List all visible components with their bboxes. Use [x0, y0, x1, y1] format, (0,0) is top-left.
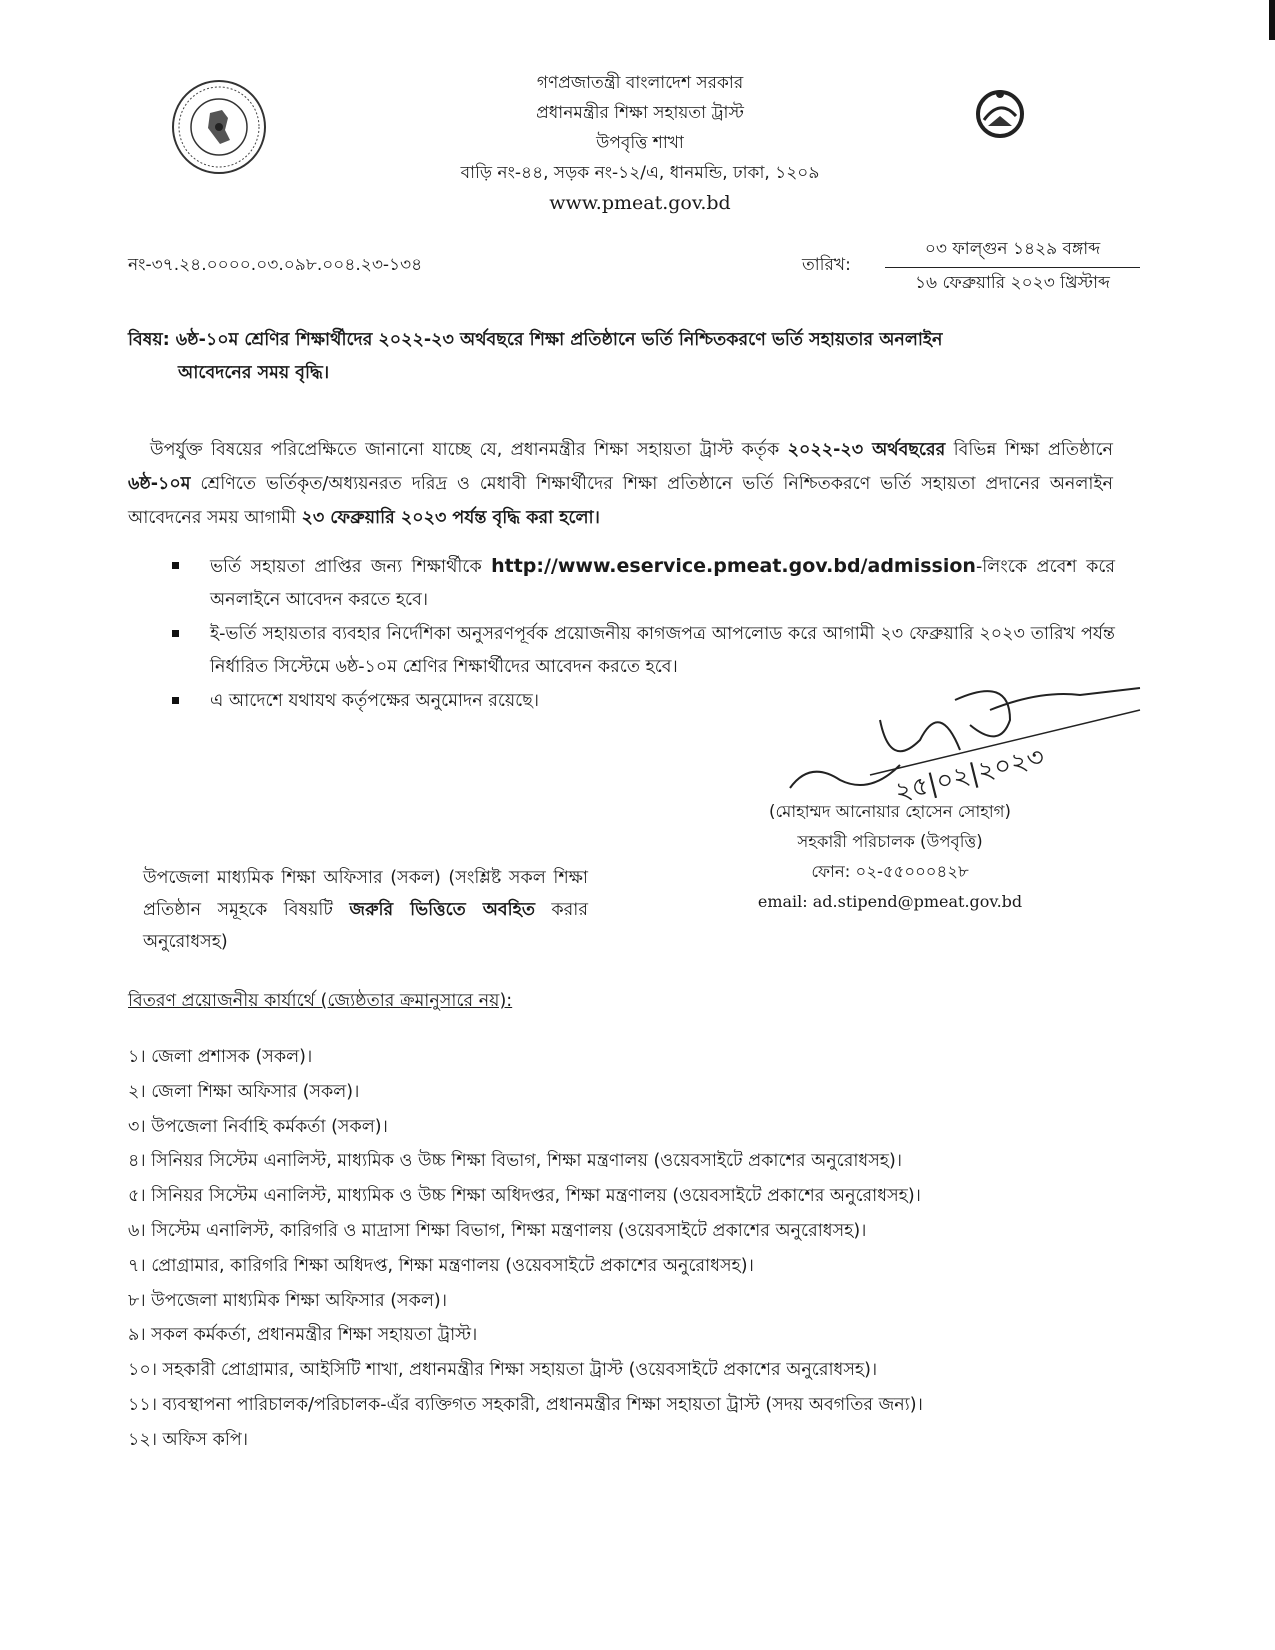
date-bangla-calendar: ০৩ ফাল্গুন ১৪২৯ বঙ্গাব্দ: [885, 236, 1140, 268]
distribution-item: ৯। সকল কর্মকর্তা, প্রধানমন্ত্রীর শিক্ষা সহায়তা ট্রাস্ট।: [128, 1325, 478, 1346]
distribution-heading: বিতরণ প্রয়োজনীয় কার্যার্থে (জ্যেষ্ঠতার ক্রমানুসারে নয়):: [128, 991, 513, 1011]
signatory-phone: ফোন: ০২-৫৫০০০৪২৮: [811, 862, 969, 881]
trust-name: প্রধানমন্ত্রীর শিক্ষা সহায়তা ট্রাস্ট: [536, 103, 744, 123]
distribution-item: ৪। সিনিয়র সিস্টেম এনালিস্ট, মাধ্যমিক ও উচ্চ শিক্ষা বিভাগ, শিক্ষা মন্ত্রণালয় (ওয়েবসাইটে প্রকাশের অনুরোধসহ)।: [128, 1151, 903, 1172]
distribution-item: ২। জেলা শিক্ষা অফিসার (সকল)।: [128, 1081, 360, 1102]
memo-date: [885, 236, 1140, 298]
bullet-text: এ আদেশে যথাযথ কর্তৃপক্ষের অনুমোদন রয়েছে।: [210, 691, 540, 711]
list-item: [160, 550, 1115, 617]
distribution-item: ৩। উপজেলা নির্বাহি কর্মকর্তা (সকল)।: [128, 1116, 388, 1137]
signatory-designation: সহকারী পরিচালক (উপবৃত্তি): [797, 832, 983, 851]
distribution-item: ১০। সহকারী প্রোগ্রামার, আইসিটি শাখা, প্রধানমন্ত্রীর শিক্ষা সহায়তা ট্রাস্ট (ওয়েবসাইটে প্রকাশের অনুরোধসহ)।: [128, 1360, 878, 1381]
distribution-item: ১। জেলা প্রশাসক (সকল)।: [128, 1047, 313, 1067]
body-paragraph: [128, 433, 1113, 535]
handwritten-signature: [780, 680, 1150, 800]
pmeat-logo-icon: [960, 86, 1040, 172]
memo-reference-number: নং-৩৭.২৪.০০০০.০৩.০৯৮.০০৪.২৩-১৩৪: [128, 255, 423, 275]
body-text: উপর্যুক্ত বিষয়ের পরিপ্রেক্ষিতে জানানো যাচ্ছে যে, প্রধানমন্ত্রীর শিক্ষা সহায়তা ট্রাস্ট কর্তৃক: [150, 440, 788, 460]
website-url: www.pmeat.gov.bd: [549, 192, 731, 214]
distribution-item: ৭। প্রোগ্রামার, কারিগরি শিক্ষা অধিদপ্ত, শিক্ষা মন্ত্রণালয় (ওয়েবসাইটে প্রকাশের অনুরোধসহ)।: [128, 1255, 754, 1276]
date-label: তারিখ:: [802, 255, 851, 275]
distribution-item: ৮। উপজেলা মাধ্যমিক শিক্ষা অফিসার (সকল)।: [128, 1290, 447, 1311]
bullet-text: -লিংকে প্রবেশ করে অনলাইনে আবেদন করতে হবে।: [210, 557, 1115, 610]
body-emphasis-fiscal-year: ২০২২-২৩ অর্থবছরের: [787, 440, 946, 460]
subject-text-line1: বিষয়: ৬ষ্ঠ-১০ম শ্রেণির শিক্ষার্থীদের ২০২২-২৩ অর্থবছরে শিক্ষা প্রতিষ্ঠানে ভর্তি নিশ্চিতকরণে ভর্তি সহায়তার অনলাইন: [128, 330, 943, 350]
recipient-block: [143, 862, 588, 958]
svg-text:২৫|০২|২০২৩: ২৫|০২|২০২৩: [891, 741, 1048, 800]
bullet-square-icon: [172, 697, 179, 704]
office-address: বাড়ি নং-৪৪, সড়ক নং-১২/এ, ধানমন্ডি, ঢাকা, ১২০৯: [460, 163, 820, 183]
signatory-block: [690, 797, 1090, 917]
subject-text-line2: আবেদনের সময় বৃদ্ধি।: [178, 363, 330, 383]
bullet-text: ই-ভর্তি সহায়তার ব্যবহার নির্দেশিকা অনুসরণপূর্বক প্রয়োজনীয় কাগজপত্র আপলোড করে আগামী ২৩ ফেব্রুয়ারি ২০২৩ তারিখ পর্যন্ত নির্ধারিত সিস্টেমে ৬ষ্ঠ-১০ম শ্রেণির শিক্ষার্থীদের আবেদন করতে হবে।: [210, 624, 1115, 677]
signatory-email: email: ad.stipend@pmeat.gov.bd: [757, 892, 1023, 911]
distribution-item: ১১। ব্যবস্থাপনা পারিচালক/পরিচালক-এঁর ব্যক্তিগত সহকারী, প্রধানমন্ত্রীর শিক্ষা সহায়তা ট্রাস্ট (সদয় অবগতির জন্য)।: [128, 1394, 923, 1415]
distribution-item: ১২। অফিস কপি।: [128, 1429, 249, 1450]
bullet-text: ভর্তি সহায়তা প্রাপ্তির জন্য শিক্ষার্থীকে: [210, 557, 492, 577]
body-text: বিভিন্ন শিক্ষা প্রতিষ্ঠানে: [945, 440, 1114, 460]
scan-edge-mark: [1269, 0, 1275, 40]
distribution-list: [128, 1040, 1148, 1458]
subject-line: [128, 324, 1128, 390]
section-name: উপবৃত্তি শাখা: [596, 133, 684, 153]
recipient-emphasis: জরুরি ভিত্তিতে অবহিত: [349, 900, 535, 920]
body-emphasis-class-range: ৬ষ্ঠ-১০ম: [128, 474, 191, 494]
recipient-text: উপজেলা মাধ্যমিক শিক্ষা অফিসার (সকল) (সংশ্লিষ্ট সকল শিক্ষা প্রতিষ্ঠান সমূহকে বিষয়টি: [143, 868, 588, 920]
distribution-item: ৫। সিনিয়র সিস্টেম এনালিস্ট, মাধ্যমিক ও উচ্চ শিক্ষা অধিদপ্তর, শিক্ষা মন্ত্রণালয় (ওয়েবসাইটে প্রকাশের অনুরোধসহ)।: [128, 1186, 921, 1207]
body-emphasis-deadline: ২৩ ফেব্রুয়ারি ২০২৩ পর্যন্ত বৃদ্ধি করা হলো।: [301, 508, 600, 528]
government-name: গণপ্রজাতন্ত্রী বাংলাদেশ সরকার: [536, 73, 744, 93]
signatory-name: (মোহাম্মদ আনোয়ার হোসেন সোহাগ): [769, 802, 1011, 821]
bullet-square-icon: [172, 562, 179, 569]
list-item: [160, 618, 1115, 684]
letterhead: [380, 68, 900, 218]
distribution-item: ৬। সিস্টেম এনালিস্ট, কারিগরি ও মাদ্রাসা শিক্ষা বিভাগ, শিক্ষা মন্ত্রণালয় (ওয়েবসাইটে প্রকাশের অনুরোধসহ)।: [128, 1220, 867, 1241]
bullet-square-icon: [172, 630, 179, 637]
date-gregorian: ১৬ ফেব্রুয়ারি ২০২৩ খ্রিস্টাব্দ: [915, 273, 1110, 293]
bangladesh-government-seal-icon: [170, 78, 268, 176]
body-text: শ্রেণিতে ভর্তিকৃত/অধ্যয়নরত দরিদ্র ও মেধাবী শিক্ষার্থীদের শিক্ষা প্রতিষ্ঠানে ভর্তি নিশ্চিতকরণে ভর্তি সহায়তা প্রদানের অনলাইন আবেদনের সময় আগামী: [128, 474, 1113, 528]
recipient-text: করার অনুরোধসহ): [143, 900, 588, 952]
admission-link[interactable]: http://www.eservice.pmeat.gov.bd/admission: [491, 555, 976, 577]
